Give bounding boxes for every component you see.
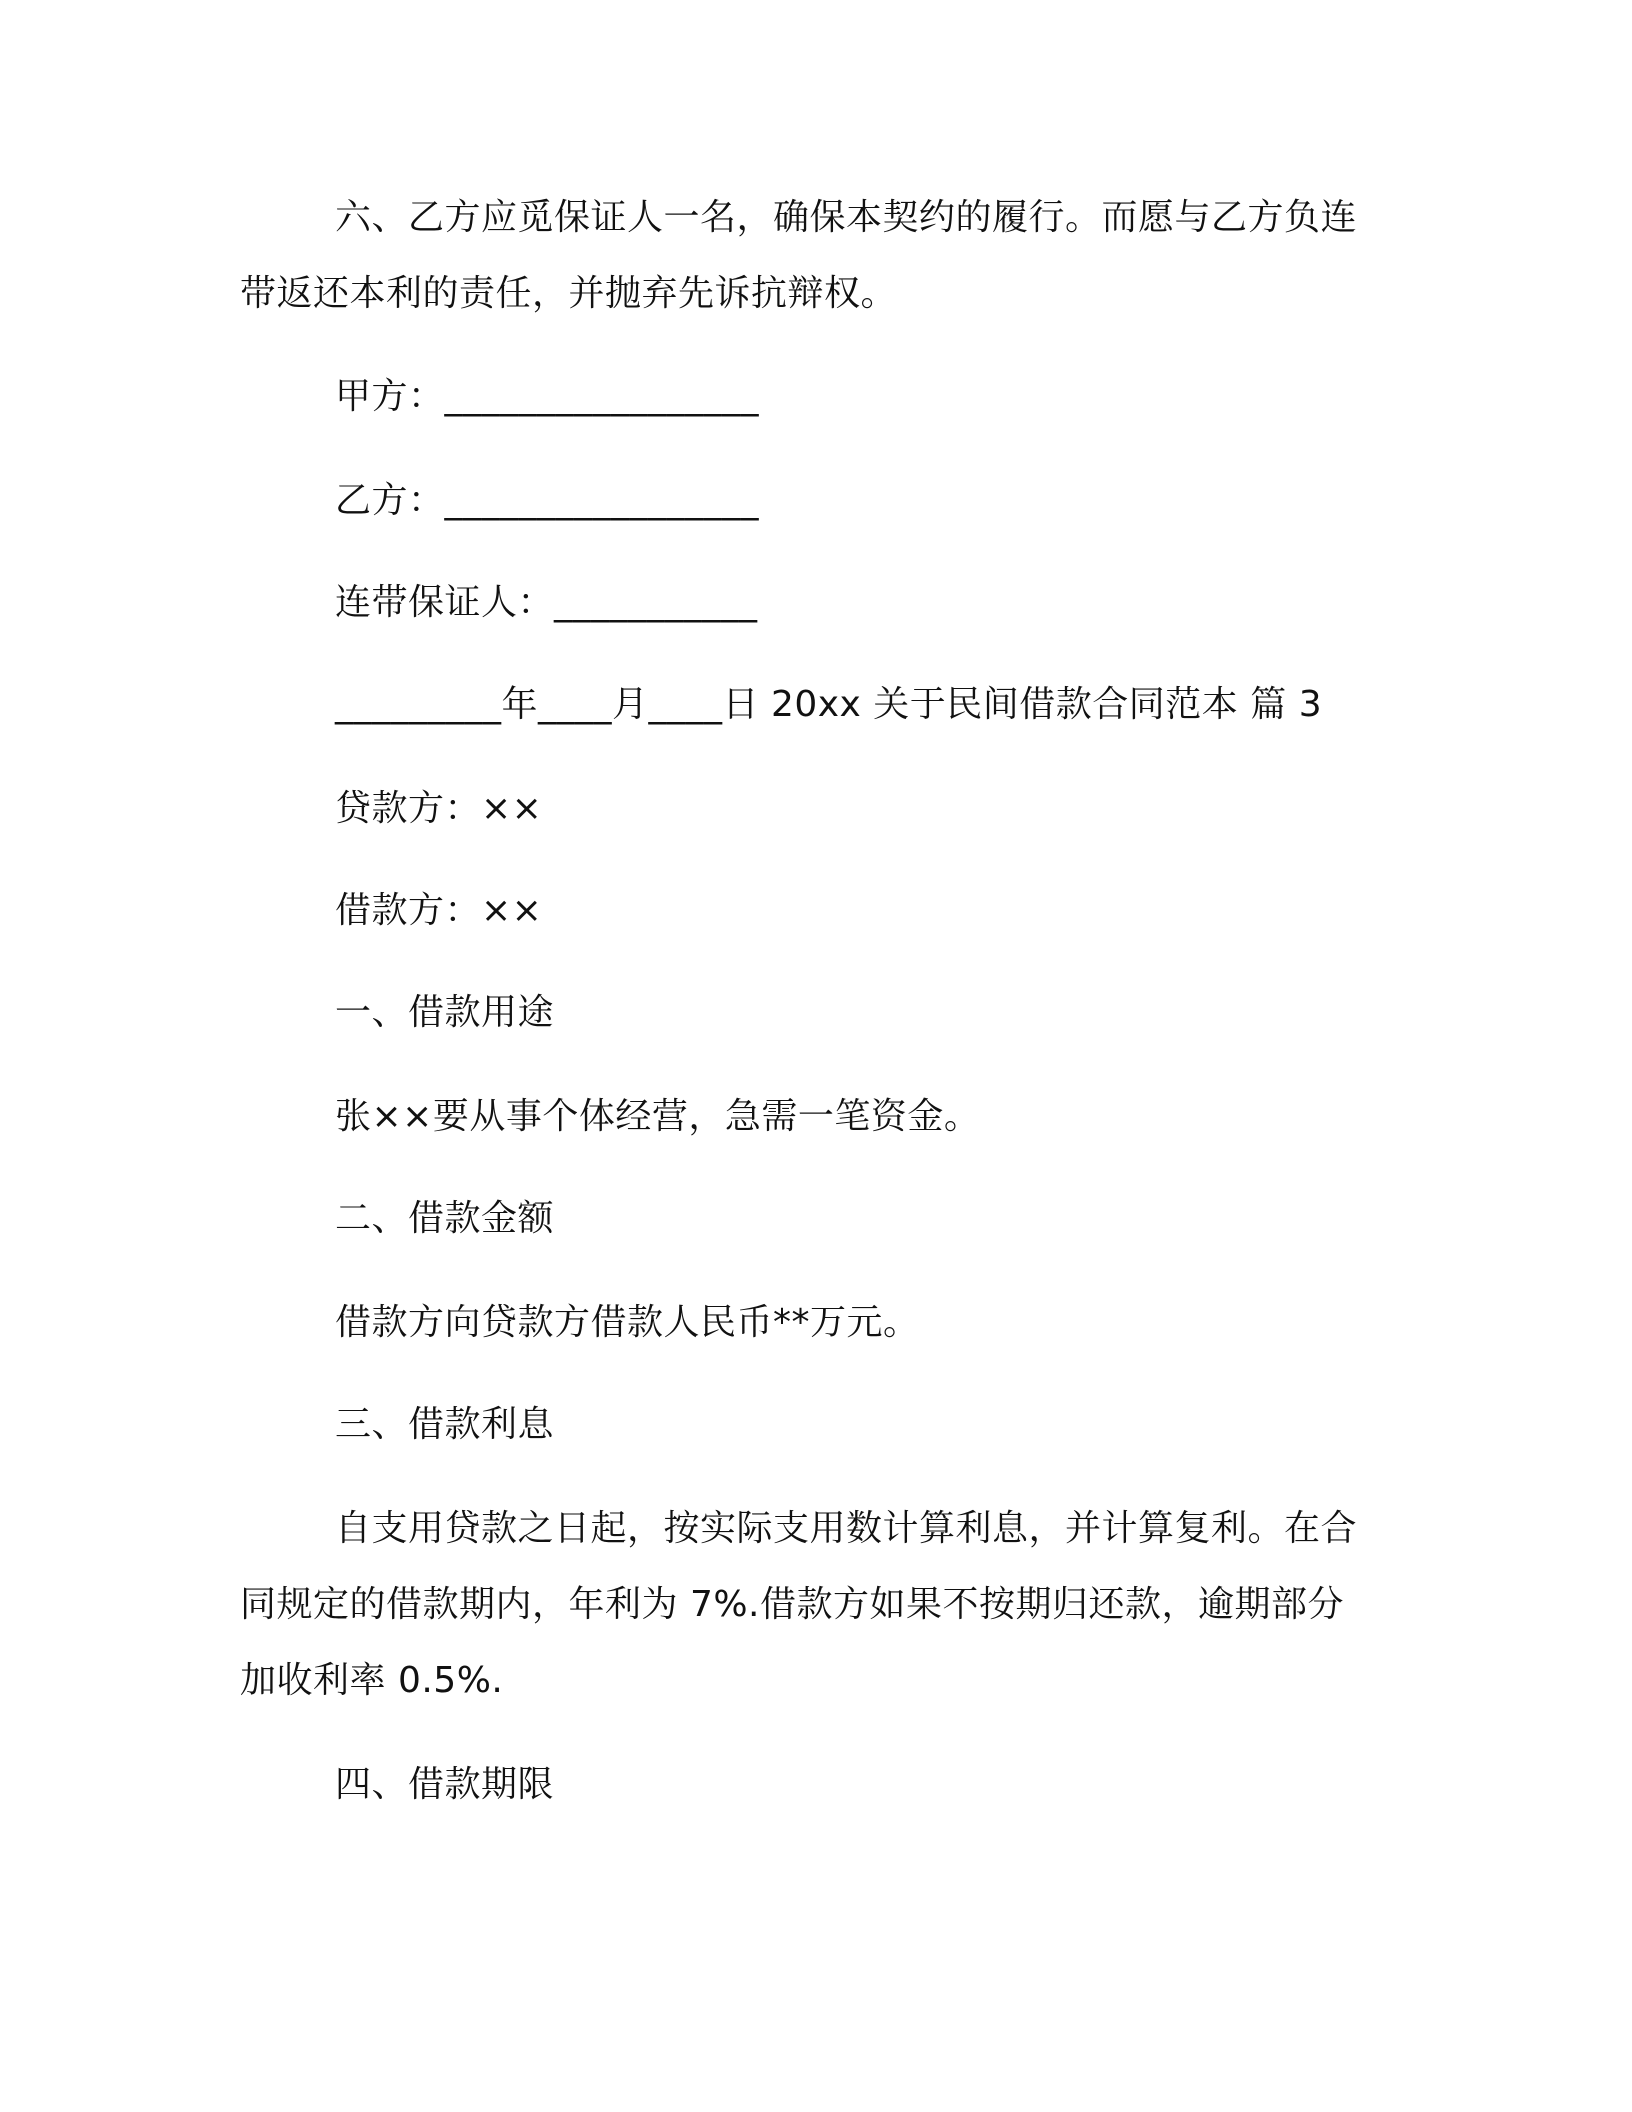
section-heading-term: 四、借款期限 [335,1764,555,1805]
section-heading-purpose: 一、借款用途 [335,992,555,1033]
party-b-signature-line: 乙方：_________________ [335,480,760,521]
clause-6-line-1: 六、乙方应觅保证人一名，确保本契约的履行。而愿与乙方负连 [335,197,1358,238]
interest-text-line-1: 自支用贷款之日起，按实际支用数计算利息，并计算复利。在合 [335,1508,1358,1549]
interest-text-line-2: 同规定的借款期内，年利为 7%.借款方如果不按期归还款，逾期部分 [240,1584,1344,1625]
section-heading-amount: 二、借款金额 [335,1198,555,1239]
purpose-text: 张××要从事个体经营，急需一笔资金。 [335,1096,981,1137]
lender-line: 贷款方：×× [335,788,543,829]
borrower-line: 借款方：×× [335,890,543,931]
party-a-signature-line: 甲方：_________________ [335,376,760,417]
amount-text: 借款方向贷款方借款人民币**万元。 [335,1302,920,1343]
clause-6-line-2: 带返还本利的责任，并抛弃先诉抗辩权。 [240,273,898,314]
date-and-heading-line: _________年____月____日 20xx 关于民间借款合同范本 篇 3 [335,684,1323,725]
section-heading-interest: 三、借款利息 [335,1404,555,1445]
guarantor-signature-line: 连带保证人：___________ [335,582,758,623]
interest-text-line-3: 加收利率 0.5%. [240,1660,504,1701]
